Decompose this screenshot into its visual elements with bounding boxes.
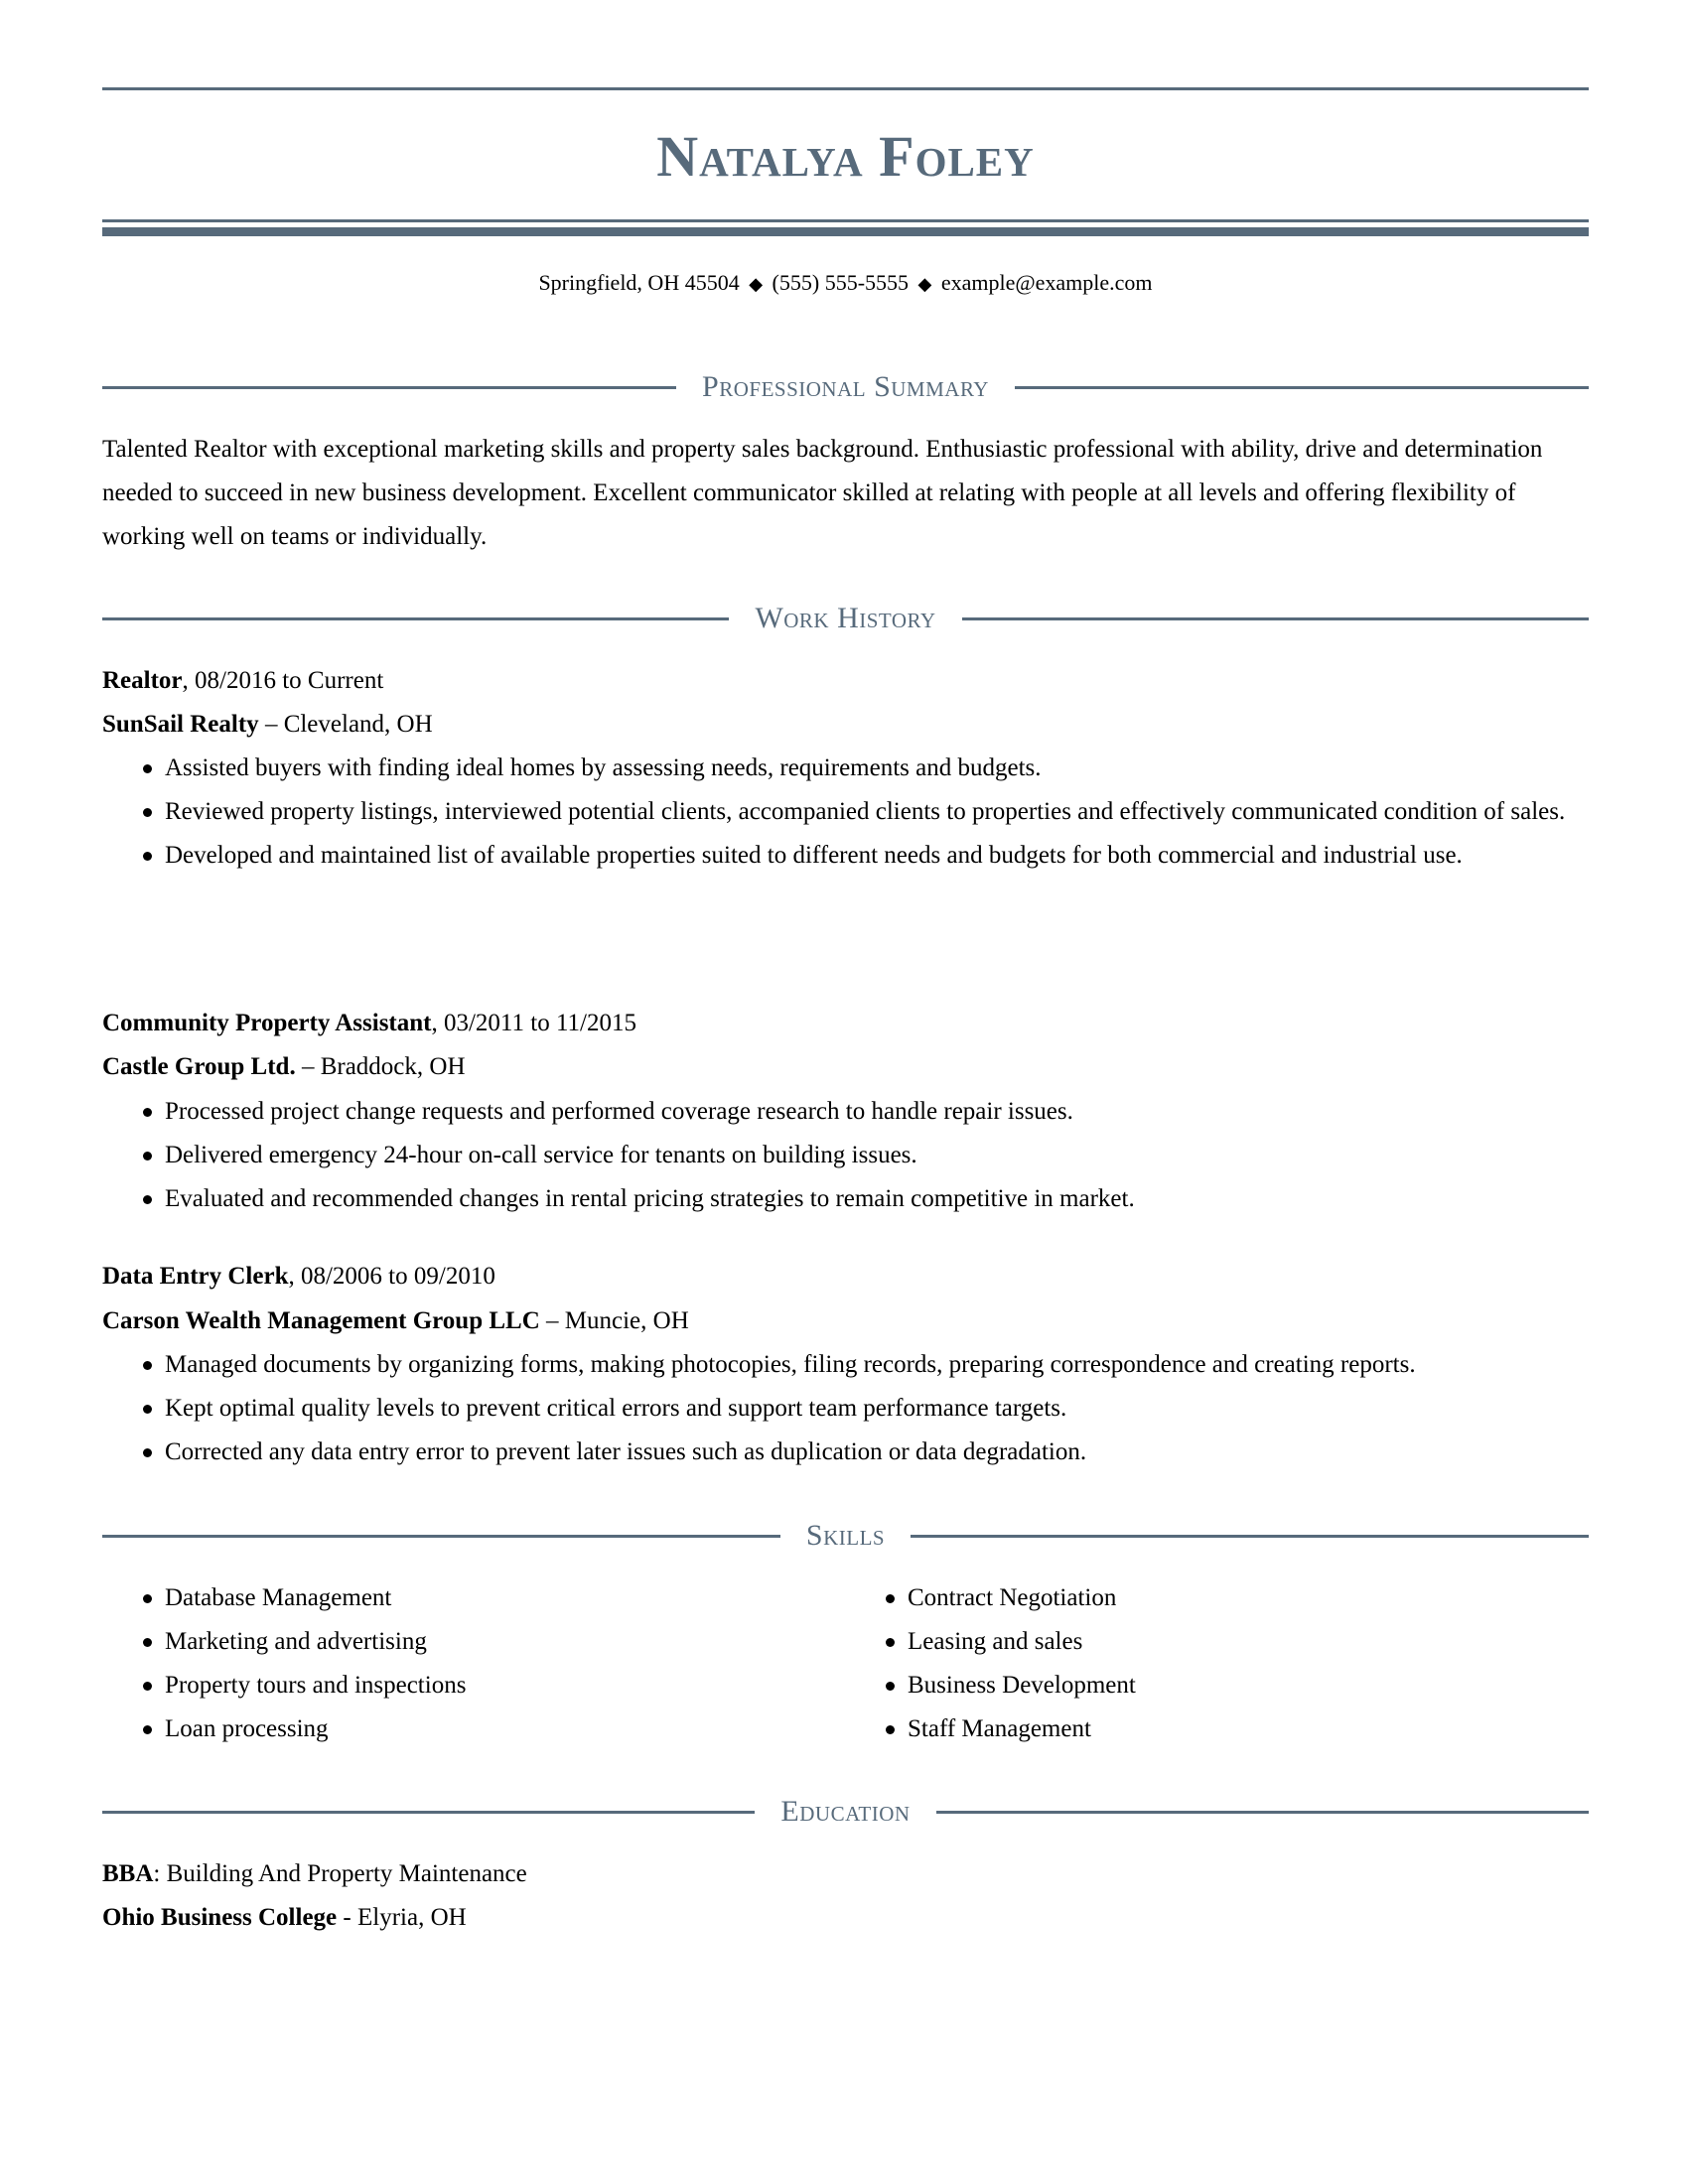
header-thin-rule xyxy=(102,219,1589,222)
education-school: Ohio Business College xyxy=(102,1904,338,1931)
job-company: Castle Group Ltd. xyxy=(102,1053,296,1080)
job-title: Data Entry Clerk xyxy=(102,1263,289,1290)
education-school-line xyxy=(102,1896,1589,1940)
section-rule-right xyxy=(1015,386,1589,389)
job-bullet: Managed documents by organizing forms, making photocopies, filing records, preparing correspondence and creating reports. xyxy=(102,1343,1589,1387)
job-title-line xyxy=(102,1002,1589,1045)
skill-item: Property tours and inspections xyxy=(102,1664,797,1707)
section-title: Skills xyxy=(805,1519,886,1552)
contact-phone: (555) 555-5555 xyxy=(772,270,910,295)
section-rule-right xyxy=(962,617,1589,620)
education-degree-line xyxy=(102,1852,1589,1896)
skill-item: Business Development xyxy=(845,1664,1540,1707)
education-location: - Elyria, OH xyxy=(337,1904,467,1931)
job-company: SunSail Realty xyxy=(102,711,259,738)
section-rule-left xyxy=(102,617,729,620)
header-thick-rule xyxy=(102,227,1589,236)
job-bullets xyxy=(102,747,1589,878)
job-company-line xyxy=(102,703,1589,747)
job-title: Community Property Assistant xyxy=(102,1010,432,1036)
diamond-separator-icon: ◆ xyxy=(749,274,764,294)
section-heading-education xyxy=(102,1792,1589,1832)
candidate-name: Natalya Foley xyxy=(656,124,1035,189)
section-heading-skills xyxy=(102,1516,1589,1556)
skill-item: Marketing and advertising xyxy=(102,1620,797,1664)
job-bullets xyxy=(102,1090,1589,1221)
job-dates: , 08/2006 to 09/2010 xyxy=(288,1263,495,1290)
skills-list-left xyxy=(102,1576,797,1751)
job-bullet: Assisted buyers with finding ideal homes by assessing needs, requirements and budgets. xyxy=(102,747,1589,790)
job-dates: , 08/2016 to Current xyxy=(182,667,384,694)
job-location: – Cleveland, OH xyxy=(258,711,433,738)
summary-text: Talented Realtor with exceptional marketing skills and property sales background. Enthusiastic professional with ability, drive and determination needed to succeed in new business development. Excellent communicator skilled at relating with people at all levels and offering flexibility of working well on teams or individually. xyxy=(102,436,1543,550)
job-company-line xyxy=(102,1045,1589,1089)
section-heading-work-history xyxy=(102,599,1589,638)
section-title: Professional Summary xyxy=(702,370,989,403)
diamond-separator-icon: ◆ xyxy=(917,274,932,294)
section-rule-left xyxy=(102,1535,780,1538)
job-title-line xyxy=(102,659,1589,703)
section-rule-right xyxy=(936,1811,1589,1814)
job-bullet: Kept optimal quality levels to prevent critical errors and support team performance targets. xyxy=(102,1387,1589,1431)
section-rule-left xyxy=(102,386,676,389)
job-bullet: Delivered emergency 24-hour on-call service for tenants on building issues. xyxy=(102,1134,1589,1177)
job-dates: , 03/2011 to 11/2015 xyxy=(431,1010,636,1036)
skill-item: Contract Negotiation xyxy=(845,1576,1540,1620)
section-rule-left xyxy=(102,1811,755,1814)
section-title: Work History xyxy=(755,602,936,634)
skill-item: Leasing and sales xyxy=(845,1620,1540,1664)
job-bullet: Developed and maintained list of available properties suited to different needs and budgets for both commercial and industrial use. xyxy=(102,834,1589,878)
job-bullet: Evaluated and recommended changes in rental pricing strategies to remain competitive in market. xyxy=(102,1177,1589,1221)
skill-item: Staff Management xyxy=(845,1707,1540,1751)
job-bullet: Corrected any data entry error to prevent later issues such as duplication or data degradation. xyxy=(102,1431,1589,1474)
header-top-rule xyxy=(102,87,1589,90)
job-company: Carson Wealth Management Group LLC xyxy=(102,1307,540,1334)
section-rule-right xyxy=(911,1535,1589,1538)
section-title: Education xyxy=(780,1795,911,1828)
job-location: – Braddock, OH xyxy=(295,1053,466,1080)
contact-email: example@example.com xyxy=(940,270,1153,295)
skill-item: Database Management xyxy=(102,1576,797,1620)
job-bullets xyxy=(102,1343,1589,1474)
job-bullet: Processed project change requests and performed coverage research to handle repair issues. xyxy=(102,1090,1589,1134)
section-heading-summary xyxy=(102,367,1589,407)
contact-line xyxy=(102,268,1589,299)
education-field: : Building And Property Maintenance xyxy=(153,1860,527,1887)
contact-address: Springfield, OH 45504 xyxy=(538,270,740,295)
job-bullet: Reviewed property listings, interviewed potential clients, accompanied clients to properties and effectively communicated condition of sales. xyxy=(102,790,1589,834)
job-title: Realtor xyxy=(102,667,183,694)
job-company-line xyxy=(102,1299,1589,1343)
skill-item: Loan processing xyxy=(102,1707,797,1751)
job-location: – Muncie, OH xyxy=(539,1307,689,1334)
skills-list-right xyxy=(845,1576,1540,1751)
job-title-line xyxy=(102,1255,1589,1298)
education-degree: BBA xyxy=(102,1860,154,1887)
